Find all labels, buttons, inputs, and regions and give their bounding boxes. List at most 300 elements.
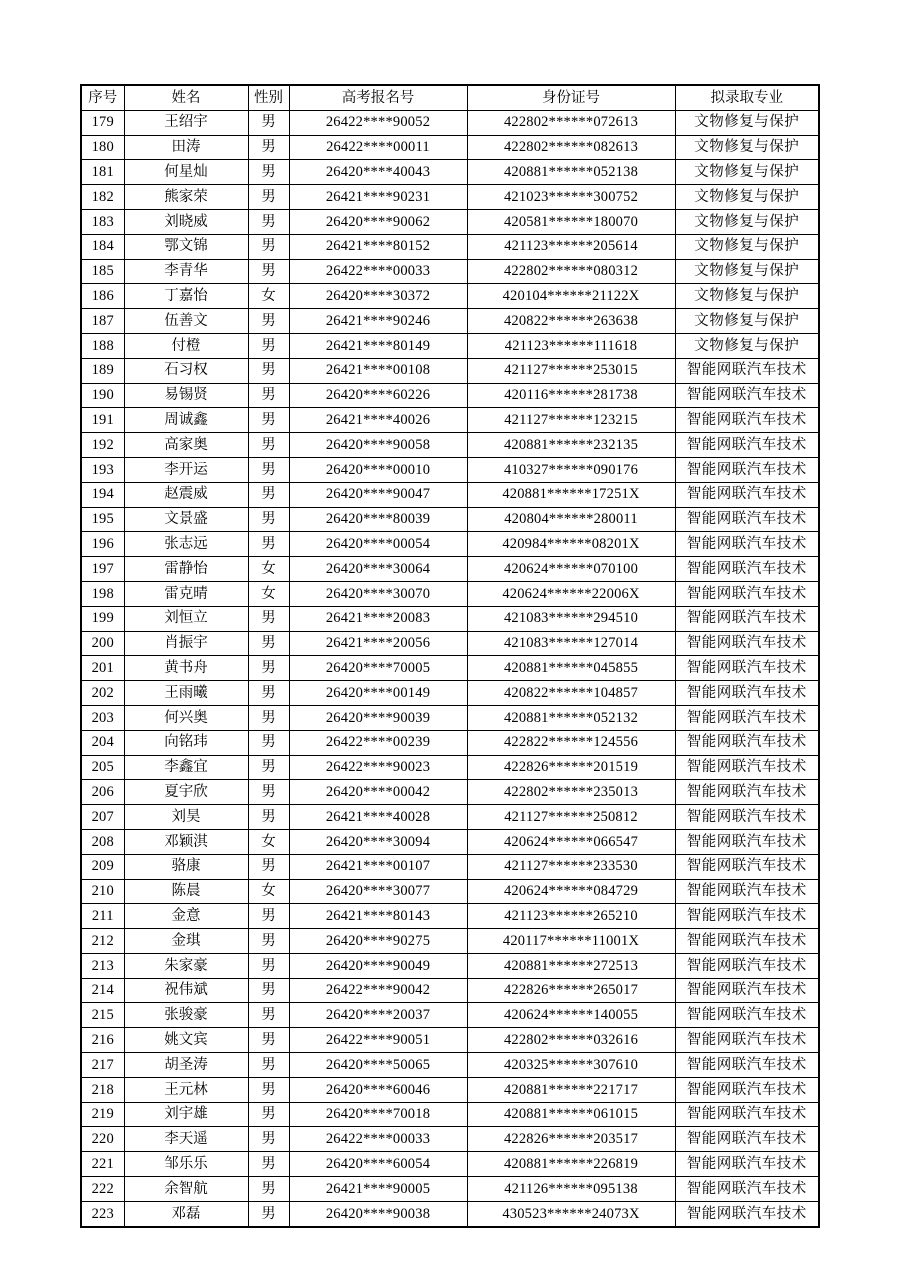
- cell-gender: 男: [248, 805, 289, 830]
- cell-index: 189: [81, 358, 124, 383]
- cell-gender: 男: [248, 433, 289, 458]
- cell-name: 易锡贤: [124, 383, 248, 408]
- cell-gender: 男: [248, 1127, 289, 1152]
- cell-exam_no: 26420****00054: [289, 532, 467, 557]
- cell-exam_no: 26421****20083: [289, 606, 467, 631]
- cell-name: 肖振宇: [124, 631, 248, 656]
- cell-major: 文物修复与保护: [675, 160, 819, 185]
- cell-index: 208: [81, 829, 124, 854]
- table-row: [81, 309, 819, 334]
- cell-exam_no: 26421****00107: [289, 854, 467, 879]
- cell-gender: 男: [248, 259, 289, 284]
- cell-name: 祝伟斌: [124, 978, 248, 1003]
- cell-gender: 男: [248, 1102, 289, 1127]
- table-row: [81, 185, 819, 210]
- cell-major: 文物修复与保护: [675, 209, 819, 234]
- cell-major: 智能网联汽车技术: [675, 383, 819, 408]
- cell-id_no: 422826******201519: [467, 755, 675, 780]
- table-row: [81, 1102, 819, 1127]
- cell-index: 206: [81, 780, 124, 805]
- cell-id_no: 420984******08201X: [467, 532, 675, 557]
- cell-id_no: 421023******300752: [467, 185, 675, 210]
- cell-id_no: 421127******250812: [467, 805, 675, 830]
- cell-name: 刘恒立: [124, 606, 248, 631]
- cell-gender: 男: [248, 1152, 289, 1177]
- cell-exam_no: 26422****90023: [289, 755, 467, 780]
- cell-gender: 男: [248, 606, 289, 631]
- header-row: [81, 85, 819, 110]
- cell-exam_no: 26421****80143: [289, 904, 467, 929]
- cell-id_no: 420804******280011: [467, 507, 675, 532]
- column-header-gender: 性别: [248, 85, 289, 110]
- cell-name: 刘宇雄: [124, 1102, 248, 1127]
- cell-major: 智能网联汽车技术: [675, 1102, 819, 1127]
- cell-major: 智能网联汽车技术: [675, 631, 819, 656]
- cell-index: 179: [81, 110, 124, 135]
- cell-major: 智能网联汽车技术: [675, 606, 819, 631]
- table-row: [81, 953, 819, 978]
- cell-id_no: 421083******294510: [467, 606, 675, 631]
- cell-index: 193: [81, 457, 124, 482]
- cell-gender: 男: [248, 358, 289, 383]
- cell-id_no: 421126******095138: [467, 1177, 675, 1202]
- table-row: [81, 805, 819, 830]
- cell-id_no: 420881******045855: [467, 656, 675, 681]
- cell-exam_no: 26420****90039: [289, 705, 467, 730]
- cell-major: 文物修复与保护: [675, 110, 819, 135]
- cell-index: 218: [81, 1077, 124, 1102]
- cell-major: 智能网联汽车技术: [675, 457, 819, 482]
- cell-major: 智能网联汽车技术: [675, 482, 819, 507]
- cell-index: 209: [81, 854, 124, 879]
- cell-index: 223: [81, 1201, 124, 1226]
- cell-gender: 男: [248, 1077, 289, 1102]
- cell-exam_no: 26421****80152: [289, 234, 467, 259]
- cell-index: 181: [81, 160, 124, 185]
- cell-exam_no: 26420****20037: [289, 1003, 467, 1028]
- cell-id_no: 421127******123215: [467, 408, 675, 433]
- table-row: [81, 1201, 819, 1226]
- cell-index: 204: [81, 730, 124, 755]
- cell-major: 文物修复与保护: [675, 259, 819, 284]
- cell-exam_no: 26422****90052: [289, 110, 467, 135]
- cell-gender: 男: [248, 929, 289, 954]
- cell-exam_no: 26420****30070: [289, 581, 467, 606]
- cell-gender: 男: [248, 1201, 289, 1226]
- cell-index: 210: [81, 879, 124, 904]
- cell-major: 智能网联汽车技术: [675, 705, 819, 730]
- cell-exam_no: 26420****60054: [289, 1152, 467, 1177]
- cell-exam_no: 26420****90049: [289, 953, 467, 978]
- cell-index: 186: [81, 284, 124, 309]
- cell-index: 196: [81, 532, 124, 557]
- cell-exam_no: 26422****00033: [289, 259, 467, 284]
- cell-id_no: 422802******082613: [467, 135, 675, 160]
- cell-name: 刘昊: [124, 805, 248, 830]
- cell-major: 智能网联汽车技术: [675, 681, 819, 706]
- cell-exam_no: 26420****00010: [289, 457, 467, 482]
- cell-index: 198: [81, 581, 124, 606]
- cell-gender: 男: [248, 383, 289, 408]
- cell-gender: 男: [248, 234, 289, 259]
- cell-id_no: 420881******232135: [467, 433, 675, 458]
- table-row: [81, 333, 819, 358]
- table-row: [81, 482, 819, 507]
- cell-index: 194: [81, 482, 124, 507]
- cell-id_no: 420624******070100: [467, 557, 675, 582]
- table-row: [81, 408, 819, 433]
- table-row: [81, 854, 819, 879]
- cell-id_no: 420624******22006X: [467, 581, 675, 606]
- column-header-exam_no: 高考报名号: [289, 85, 467, 110]
- column-header-index: 序号: [81, 85, 124, 110]
- cell-index: 183: [81, 209, 124, 234]
- cell-major: 智能网联汽车技术: [675, 507, 819, 532]
- cell-id_no: 421083******127014: [467, 631, 675, 656]
- table-row: [81, 259, 819, 284]
- cell-major: 智能网联汽车技术: [675, 1127, 819, 1152]
- cell-exam_no: 26421****40028: [289, 805, 467, 830]
- cell-major: 文物修复与保护: [675, 309, 819, 334]
- cell-gender: 女: [248, 284, 289, 309]
- table-row: [81, 879, 819, 904]
- cell-name: 朱家豪: [124, 953, 248, 978]
- cell-exam_no: 26420****90047: [289, 482, 467, 507]
- column-header-name: 姓名: [124, 85, 248, 110]
- table-row: [81, 681, 819, 706]
- cell-major: 智能网联汽车技术: [675, 1177, 819, 1202]
- cell-major: 文物修复与保护: [675, 135, 819, 160]
- table-header: [81, 85, 819, 110]
- cell-exam_no: 26421****00108: [289, 358, 467, 383]
- cell-id_no: 422826******203517: [467, 1127, 675, 1152]
- cell-id_no: 420624******084729: [467, 879, 675, 904]
- cell-exam_no: 26420****60226: [289, 383, 467, 408]
- cell-id_no: 420881******052132: [467, 705, 675, 730]
- cell-name: 王元林: [124, 1077, 248, 1102]
- cell-name: 黄书舟: [124, 656, 248, 681]
- cell-exam_no: 26422****00239: [289, 730, 467, 755]
- cell-major: 智能网联汽车技术: [675, 755, 819, 780]
- cell-gender: 男: [248, 978, 289, 1003]
- table-row: [81, 532, 819, 557]
- cell-index: 212: [81, 929, 124, 954]
- cell-id_no: 420881******272513: [467, 953, 675, 978]
- cell-gender: 女: [248, 879, 289, 904]
- cell-major: 智能网联汽车技术: [675, 854, 819, 879]
- table-row: [81, 656, 819, 681]
- cell-id_no: 420881******17251X: [467, 482, 675, 507]
- cell-index: 184: [81, 234, 124, 259]
- table-row: [81, 1053, 819, 1078]
- table-row: [81, 606, 819, 631]
- cell-name: 胡圣涛: [124, 1053, 248, 1078]
- cell-major: 智能网联汽车技术: [675, 953, 819, 978]
- cell-id_no: 422802******072613: [467, 110, 675, 135]
- table-row: [81, 631, 819, 656]
- cell-name: 熊家荣: [124, 185, 248, 210]
- cell-name: 伍善文: [124, 309, 248, 334]
- cell-id_no: 420116******281738: [467, 383, 675, 408]
- table-row: [81, 135, 819, 160]
- cell-major: 智能网联汽车技术: [675, 1003, 819, 1028]
- cell-major: 智能网联汽车技术: [675, 358, 819, 383]
- cell-name: 刘晓威: [124, 209, 248, 234]
- cell-name: 李青华: [124, 259, 248, 284]
- table-row: [81, 904, 819, 929]
- cell-index: 180: [81, 135, 124, 160]
- cell-exam_no: 26420****70018: [289, 1102, 467, 1127]
- cell-index: 182: [81, 185, 124, 210]
- cell-name: 田涛: [124, 135, 248, 160]
- cell-name: 姚文宾: [124, 1028, 248, 1053]
- cell-major: 智能网联汽车技术: [675, 1201, 819, 1226]
- cell-gender: 男: [248, 457, 289, 482]
- cell-major: 智能网联汽车技术: [675, 829, 819, 854]
- cell-exam_no: 26422****90042: [289, 978, 467, 1003]
- cell-id_no: 420881******226819: [467, 1152, 675, 1177]
- cell-major: 文物修复与保护: [675, 234, 819, 259]
- cell-gender: 女: [248, 581, 289, 606]
- cell-index: 217: [81, 1053, 124, 1078]
- cell-gender: 男: [248, 1028, 289, 1053]
- cell-exam_no: 26420****00149: [289, 681, 467, 706]
- cell-id_no: 422802******235013: [467, 780, 675, 805]
- cell-gender: 男: [248, 681, 289, 706]
- cell-gender: 男: [248, 209, 289, 234]
- cell-exam_no: 26420****00042: [289, 780, 467, 805]
- cell-index: 213: [81, 953, 124, 978]
- admission-table: [80, 84, 820, 1228]
- table-row: [81, 929, 819, 954]
- cell-exam_no: 26420****90058: [289, 433, 467, 458]
- cell-name: 何星灿: [124, 160, 248, 185]
- table-row: [81, 978, 819, 1003]
- cell-major: 智能网联汽车技术: [675, 1077, 819, 1102]
- cell-gender: 男: [248, 135, 289, 160]
- cell-major: 智能网联汽车技术: [675, 433, 819, 458]
- cell-exam_no: 26420****30064: [289, 557, 467, 582]
- cell-id_no: 420881******221717: [467, 1077, 675, 1102]
- cell-exam_no: 26420****90275: [289, 929, 467, 954]
- cell-exam_no: 26420****30372: [289, 284, 467, 309]
- cell-id_no: 420117******11001X: [467, 929, 675, 954]
- cell-exam_no: 26422****90051: [289, 1028, 467, 1053]
- cell-index: 185: [81, 259, 124, 284]
- table-row: [81, 160, 819, 185]
- cell-major: 智能网联汽车技术: [675, 1028, 819, 1053]
- cell-index: 216: [81, 1028, 124, 1053]
- cell-major: 文物修复与保护: [675, 284, 819, 309]
- cell-gender: 男: [248, 904, 289, 929]
- cell-index: 195: [81, 507, 124, 532]
- cell-name: 邓磊: [124, 1201, 248, 1226]
- cell-index: 201: [81, 656, 124, 681]
- cell-gender: 男: [248, 507, 289, 532]
- cell-gender: 男: [248, 755, 289, 780]
- cell-major: 智能网联汽车技术: [675, 805, 819, 830]
- cell-name: 何兴奥: [124, 705, 248, 730]
- cell-exam_no: 26420****90062: [289, 209, 467, 234]
- cell-gender: 男: [248, 482, 289, 507]
- table-row: [81, 581, 819, 606]
- cell-index: 222: [81, 1177, 124, 1202]
- cell-exam_no: 26420****30077: [289, 879, 467, 904]
- cell-major: 智能网联汽车技术: [675, 581, 819, 606]
- cell-gender: 男: [248, 532, 289, 557]
- cell-name: 骆康: [124, 854, 248, 879]
- table-row: [81, 1003, 819, 1028]
- cell-index: 215: [81, 1003, 124, 1028]
- cell-name: 李开运: [124, 457, 248, 482]
- cell-gender: 男: [248, 110, 289, 135]
- cell-name: 王雨曦: [124, 681, 248, 706]
- cell-name: 邹乐乐: [124, 1152, 248, 1177]
- cell-name: 王绍宇: [124, 110, 248, 135]
- cell-id_no: 422826******265017: [467, 978, 675, 1003]
- cell-exam_no: 26420****40043: [289, 160, 467, 185]
- cell-exam_no: 26421****90005: [289, 1177, 467, 1202]
- cell-name: 张志远: [124, 532, 248, 557]
- cell-major: 智能网联汽车技术: [675, 1053, 819, 1078]
- cell-gender: 男: [248, 309, 289, 334]
- table-row: [81, 780, 819, 805]
- cell-name: 高家奥: [124, 433, 248, 458]
- table-row: [81, 110, 819, 135]
- cell-major: 文物修复与保护: [675, 333, 819, 358]
- cell-id_no: 430523******24073X: [467, 1201, 675, 1226]
- cell-id_no: 422822******124556: [467, 730, 675, 755]
- cell-gender: 男: [248, 408, 289, 433]
- table-row: [81, 557, 819, 582]
- cell-major: 智能网联汽车技术: [675, 557, 819, 582]
- cell-index: 202: [81, 681, 124, 706]
- cell-id_no: 422802******032616: [467, 1028, 675, 1053]
- table-row: [81, 1127, 819, 1152]
- cell-exam_no: 26421****90231: [289, 185, 467, 210]
- cell-index: 211: [81, 904, 124, 929]
- cell-id_no: 421123******205614: [467, 234, 675, 259]
- cell-index: 199: [81, 606, 124, 631]
- table-row: [81, 1077, 819, 1102]
- table-row: [81, 1028, 819, 1053]
- cell-major: 智能网联汽车技术: [675, 532, 819, 557]
- cell-gender: 男: [248, 1177, 289, 1202]
- table-row: [81, 209, 819, 234]
- cell-id_no: 420624******066547: [467, 829, 675, 854]
- cell-name: 丁嘉怡: [124, 284, 248, 309]
- cell-major: 智能网联汽车技术: [675, 929, 819, 954]
- cell-name: 文景盛: [124, 507, 248, 532]
- cell-major: 智能网联汽车技术: [675, 879, 819, 904]
- cell-major: 智能网联汽车技术: [675, 978, 819, 1003]
- cell-id_no: 420822******104857: [467, 681, 675, 706]
- cell-exam_no: 26421****90246: [289, 309, 467, 334]
- cell-name: 向铭玮: [124, 730, 248, 755]
- cell-id_no: 420104******21122X: [467, 284, 675, 309]
- cell-major: 智能网联汽车技术: [675, 780, 819, 805]
- cell-major: 智能网联汽车技术: [675, 904, 819, 929]
- cell-id_no: 421123******265210: [467, 904, 675, 929]
- cell-name: 周诚鑫: [124, 408, 248, 433]
- cell-id_no: 421127******253015: [467, 358, 675, 383]
- cell-index: 203: [81, 705, 124, 730]
- cell-exam_no: 26422****00011: [289, 135, 467, 160]
- cell-index: 200: [81, 631, 124, 656]
- cell-gender: 男: [248, 160, 289, 185]
- cell-gender: 男: [248, 1003, 289, 1028]
- cell-name: 赵震威: [124, 482, 248, 507]
- cell-name: 付橙: [124, 333, 248, 358]
- cell-gender: 女: [248, 557, 289, 582]
- cell-index: 207: [81, 805, 124, 830]
- cell-major: 智能网联汽车技术: [675, 1152, 819, 1177]
- table-row: [81, 1177, 819, 1202]
- cell-id_no: 410327******090176: [467, 457, 675, 482]
- cell-name: 李鑫宜: [124, 755, 248, 780]
- cell-index: 188: [81, 333, 124, 358]
- cell-index: 221: [81, 1152, 124, 1177]
- cell-exam_no: 26420****60046: [289, 1077, 467, 1102]
- cell-index: 190: [81, 383, 124, 408]
- cell-exam_no: 26421****80149: [289, 333, 467, 358]
- cell-id_no: 421127******233530: [467, 854, 675, 879]
- cell-exam_no: 26420****50065: [289, 1053, 467, 1078]
- cell-index: 197: [81, 557, 124, 582]
- cell-name: 金意: [124, 904, 248, 929]
- cell-name: 雷克晴: [124, 581, 248, 606]
- cell-name: 金琪: [124, 929, 248, 954]
- cell-gender: 男: [248, 780, 289, 805]
- table-row: [81, 457, 819, 482]
- table-row: [81, 755, 819, 780]
- cell-index: 219: [81, 1102, 124, 1127]
- cell-major: 文物修复与保护: [675, 185, 819, 210]
- cell-exam_no: 26420****30094: [289, 829, 467, 854]
- cell-id_no: 420822******263638: [467, 309, 675, 334]
- cell-major: 智能网联汽车技术: [675, 730, 819, 755]
- cell-name: 夏宇欣: [124, 780, 248, 805]
- cell-exam_no: 26421****20056: [289, 631, 467, 656]
- cell-index: 187: [81, 309, 124, 334]
- column-header-major: 拟录取专业: [675, 85, 819, 110]
- table-row: [81, 358, 819, 383]
- cell-name: 余智航: [124, 1177, 248, 1202]
- table-row: [81, 829, 819, 854]
- cell-id_no: 420881******052138: [467, 160, 675, 185]
- cell-name: 李天遥: [124, 1127, 248, 1152]
- cell-exam_no: 26422****00033: [289, 1127, 467, 1152]
- cell-id_no: 420325******307610: [467, 1053, 675, 1078]
- cell-gender: 男: [248, 1053, 289, 1078]
- cell-name: 陈晨: [124, 879, 248, 904]
- cell-gender: 男: [248, 333, 289, 358]
- cell-name: 雷静怡: [124, 557, 248, 582]
- cell-id_no: 421123******111618: [467, 333, 675, 358]
- cell-gender: 男: [248, 730, 289, 755]
- cell-exam_no: 26421****40026: [289, 408, 467, 433]
- cell-gender: 男: [248, 631, 289, 656]
- column-header-id_no: 身份证号: [467, 85, 675, 110]
- cell-gender: 男: [248, 185, 289, 210]
- cell-major: 智能网联汽车技术: [675, 408, 819, 433]
- table-row: [81, 383, 819, 408]
- cell-index: 192: [81, 433, 124, 458]
- cell-id_no: 420581******180070: [467, 209, 675, 234]
- cell-name: 邓颖淇: [124, 829, 248, 854]
- cell-name: 鄂文锦: [124, 234, 248, 259]
- table-row: [81, 1152, 819, 1177]
